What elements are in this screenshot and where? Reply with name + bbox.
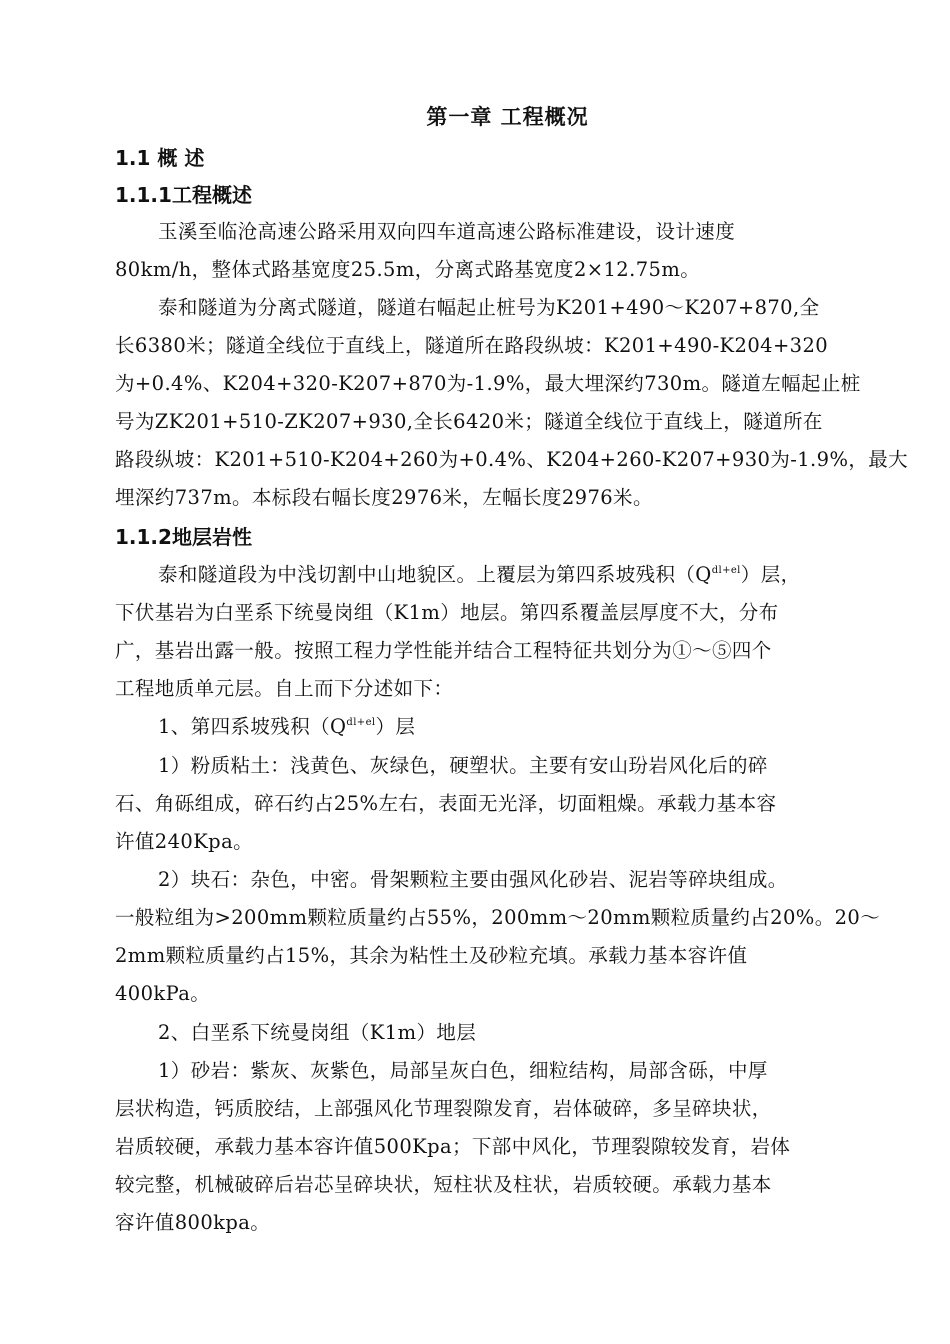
paragraph-line: 下伏基岩为白垩系下统曼岗组（K1m）地层。第四系覆盖层厚度不大，分布 — [115, 601, 779, 624]
section-heading-1-1-2: 1.1.2地层岩性 — [115, 525, 252, 549]
section-heading-1-1: 1.1 概 述 — [115, 146, 205, 170]
paragraph-line: 玉溪至临沧高速公路采用双向四车道高速公路标准建设，设计速度 — [158, 220, 736, 243]
paragraph-line: 埋深约737m。本标段右幅长度2976米，左幅长度2976米。 — [115, 486, 653, 509]
paragraph-line: 许值240Kpa。 — [115, 830, 253, 853]
text-run: ）层， — [740, 563, 801, 586]
paragraph-line: 路段纵坡：K201+510-K204+260为+0.4%、K204+260-K207+930为-1.9%，最大 — [115, 448, 909, 471]
paragraph-line: 层状构造，钙质胶结，上部强风化节理裂隙发育，岩体破碎，多呈碎块状， — [115, 1097, 772, 1120]
section-heading-1-1-1: 1.1.1工程概述 — [115, 183, 252, 207]
paragraph-line — [158, 559, 801, 587]
list-item-heading: 2、白垩系下统曼岗组（K1m）地层 — [158, 1021, 477, 1044]
paragraph-line: 岩质较硬，承载力基本容许值500Kpa；下部中风化，节理裂隙较发育，岩体 — [115, 1135, 791, 1158]
paragraph-line: 80km/h，整体式路基宽度25.5m，分离式路基宽度2×12.75m。 — [115, 258, 701, 281]
paragraph-line: 号为ZK201+510-ZK207+930,全长6420米；隧道全线位于直线上，隧道所在 — [115, 410, 823, 433]
text-run: ）层 — [375, 715, 416, 738]
paragraph-line: 2mm颗粒质量约占15%，其余为粘性土及砂粒充填。承载力基本容许值 — [115, 944, 748, 967]
paragraph-line: 泰和隧道为分离式隧道，隧道右幅起止桩号为K201+490～K207+870,全 — [158, 296, 820, 319]
text-run: 泰和隧道段为中浅切割中山地貌区。上覆层为第四系坡残积（Q — [158, 563, 712, 586]
superscript: dl+el — [711, 565, 741, 576]
chapter-title: 第一章 工程概况 — [426, 105, 589, 129]
paragraph-line: 容许值800kpa。 — [115, 1211, 271, 1234]
list-item-heading — [158, 711, 415, 739]
superscript: dl+el — [346, 717, 376, 728]
paragraph-line: 为+0.4%、K204+320-K207+870为-1.9%，最大埋深约730m。隧道左幅起止桩 — [115, 372, 861, 395]
paragraph-line: 工程地质单元层。自上而下分述如下： — [115, 677, 454, 700]
paragraph-line: 长6380米；隧道全线位于直线上，隧道所在路段纵坡：K201+490-K204+320 — [115, 334, 829, 357]
paragraph-line: 一般粒组为>200mm颗粒质量约占55%，200mm～20mm颗粒质量约占20%。20～ — [115, 906, 881, 929]
paragraph-line: 较完整，机械破碎后岩芯呈碎块状，短柱状及柱状，岩质较硬。承载力基本 — [115, 1173, 772, 1196]
paragraph-line: 广，基岩出露一般。按照工程力学性能并结合工程特征共划分为①～⑤四个 — [115, 639, 772, 662]
text-run: 1、第四系坡残积（Q — [158, 715, 347, 738]
paragraph-line: 400kPa。 — [115, 982, 211, 1005]
paragraph-line: 2）块石：杂色，中密。骨架颗粒主要由强风化砂岩、泥岩等碎块组成。 — [158, 868, 788, 891]
paragraph-line: 1）砂岩：紫灰、灰紫色，局部呈灰白色，细粒结构，局部含砾，中厚 — [158, 1059, 768, 1082]
paragraph-line: 石、角砾组成，碎石约占25%左右，表面无光泽，切面粗燥。承载力基本容 — [115, 792, 777, 815]
paragraph-line: 1）粉质粘土：浅黄色、灰绿色，硬塑状。主要有安山玢岩风化后的碎 — [158, 754, 768, 777]
